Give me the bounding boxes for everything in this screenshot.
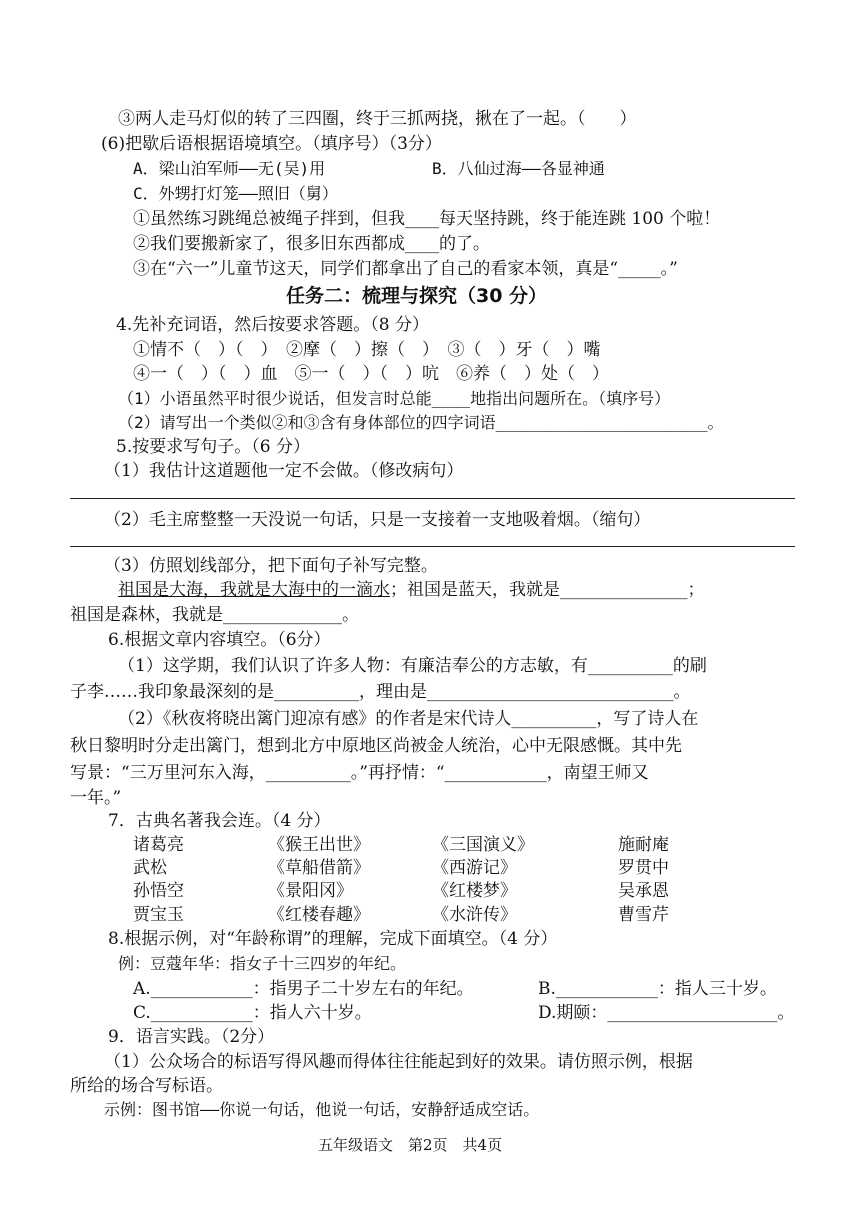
match-book: 《水浒传》 xyxy=(432,905,517,925)
example-line: 例：豆蔻年华：指女子十三四岁的年纪。 xyxy=(118,954,407,973)
question-heading: 7．古典名著我会连。（4 分） xyxy=(108,811,331,831)
option-b: B．八仙过海——各显神通 xyxy=(432,159,605,178)
match-person: 贾宝玉 xyxy=(133,905,184,925)
answer-line xyxy=(70,498,795,499)
question-heading: 9．语言实践。（2分） xyxy=(108,1027,275,1047)
page-footer: 五年级语文 第2页 共4页 xyxy=(318,1136,503,1154)
underlined-example: 祖国是大海，我就是大海中的一滴水 xyxy=(118,580,390,600)
question-heading: 6.根据文章内容填空。（6分） xyxy=(108,630,331,650)
question-line: D.期颐：____________________。 xyxy=(538,1003,795,1023)
question-line: （2）《秋夜将晓出篱门迎凉有感》的作者是宋代诗人__________，写了诗人在 xyxy=(118,709,699,729)
question-line: A.____________：指男子二十岁左右的年纪。 xyxy=(133,979,474,999)
match-story: 《红楼春趣》 xyxy=(268,905,370,925)
question-line: （2）毛主席整整一天没说一句话，只是一支接着一支地吸着烟。（缩句） xyxy=(104,510,651,530)
question-line: ③在“六一”儿童节这天，同学们都拿出了自己的看家本领，真是“_____。” xyxy=(133,259,678,279)
question-line: （1）我估计这道题他一定不会做。（修改病句） xyxy=(104,461,464,481)
match-author: 施耐庵 xyxy=(618,835,669,855)
idiom-row: ①情不（ ）（ ） ②摩（ ）擦（ ） ③（ ）牙（ ）嘴 xyxy=(133,340,601,360)
question-line: （2）请写出一个类似②和③含有身体部位的四字词语______________________。 xyxy=(118,413,724,432)
match-book: 《三国演义》 xyxy=(432,835,534,855)
question-line: ③两人走马灯似的转了三四圈，终于三抓两挠，揪在了一起。（ ） xyxy=(118,109,637,129)
match-person: 诸葛亮 xyxy=(133,835,184,855)
question-line xyxy=(118,578,705,602)
question-line: ①虽然练习跳绳总被绳子拌到，但我____每天坚持跳，终于能连跳 100 个啦！ xyxy=(133,209,721,229)
match-person: 孙悟空 xyxy=(133,881,184,901)
question-heading: (6)把歇后语根据语境填空。（填序号）（3分） xyxy=(101,134,442,154)
question-line: 所给的场合写标语。 xyxy=(70,1076,223,1096)
match-person: 武松 xyxy=(133,858,167,878)
question-line: （1）这学期，我们认识了许多人物：有廉洁奉公的方志敏，有__________的刷 xyxy=(118,656,707,676)
question-line: 子李……我印象最深刻的是__________，理由是_____________________________。 xyxy=(70,682,691,702)
section-title: 任务二：梳理与探究（30 分） xyxy=(286,285,548,307)
question-heading: 5.按要求写句子。（6 分） xyxy=(116,437,310,457)
option-c: C．外甥打灯笼——照旧（舅） xyxy=(133,184,338,203)
question-line: （3）仿照划线部分，把下面句子补写完整。 xyxy=(104,556,438,576)
match-book: 《红楼梦》 xyxy=(432,881,517,901)
answer-line xyxy=(70,546,795,547)
question-heading: 4.先补充词语，然后按要求答题。（8 分） xyxy=(116,315,429,335)
match-story: 《景阳冈》 xyxy=(268,881,353,901)
idiom-row: ④一（ ）（ ）血 ⑤一（ ）（ ）吭 ⑥养（ ）处（ ） xyxy=(133,364,609,384)
question-line: 秋日黎明时分走出篱门，想到北方中原地区尚被金人统治，心中无限感慨。其中先 xyxy=(70,736,682,756)
match-author: 曹雪芹 xyxy=(618,905,669,925)
question-heading: 8.根据示例，对“年龄称谓”的理解，完成下面填空。（4 分） xyxy=(108,929,558,949)
example-line: 示例：图书馆——你说一句话，他说一句话，安静舒适成空话。 xyxy=(104,1100,540,1119)
question-line: （1）公众场合的标语写得风趣而得体往往能起到好的效果。请仿照示例，根据 xyxy=(104,1052,693,1072)
match-story: 《草船借箭》 xyxy=(268,858,370,878)
match-book: 《西游记》 xyxy=(432,858,517,878)
question-text: ；祖国是蓝天，我就是_______________； xyxy=(390,580,705,600)
question-line: 祖国是森林，我就是______________。 xyxy=(70,605,359,625)
match-author: 吴承恩 xyxy=(618,881,669,901)
question-line: 写景：“三万里河东入海，__________。”再抒情：“____________，南望王师又 xyxy=(70,763,649,783)
question-line: ②我们要搬新家了，很多旧东西都成____的了。 xyxy=(133,234,490,254)
match-story: 《猴王出世》 xyxy=(268,835,370,855)
question-line: B.____________：指人三十岁。 xyxy=(538,979,777,999)
question-line: 一年。” xyxy=(70,788,122,808)
option-a: A．梁山泊军师——无(吴)用 xyxy=(133,159,326,178)
question-line: C.____________：指人六十岁。 xyxy=(133,1003,372,1023)
question-line: （1）小语虽然平时很少说话，但发言时总能____地指出问题所在。（填序号） xyxy=(118,389,671,408)
match-author: 罗贯中 xyxy=(618,858,669,878)
